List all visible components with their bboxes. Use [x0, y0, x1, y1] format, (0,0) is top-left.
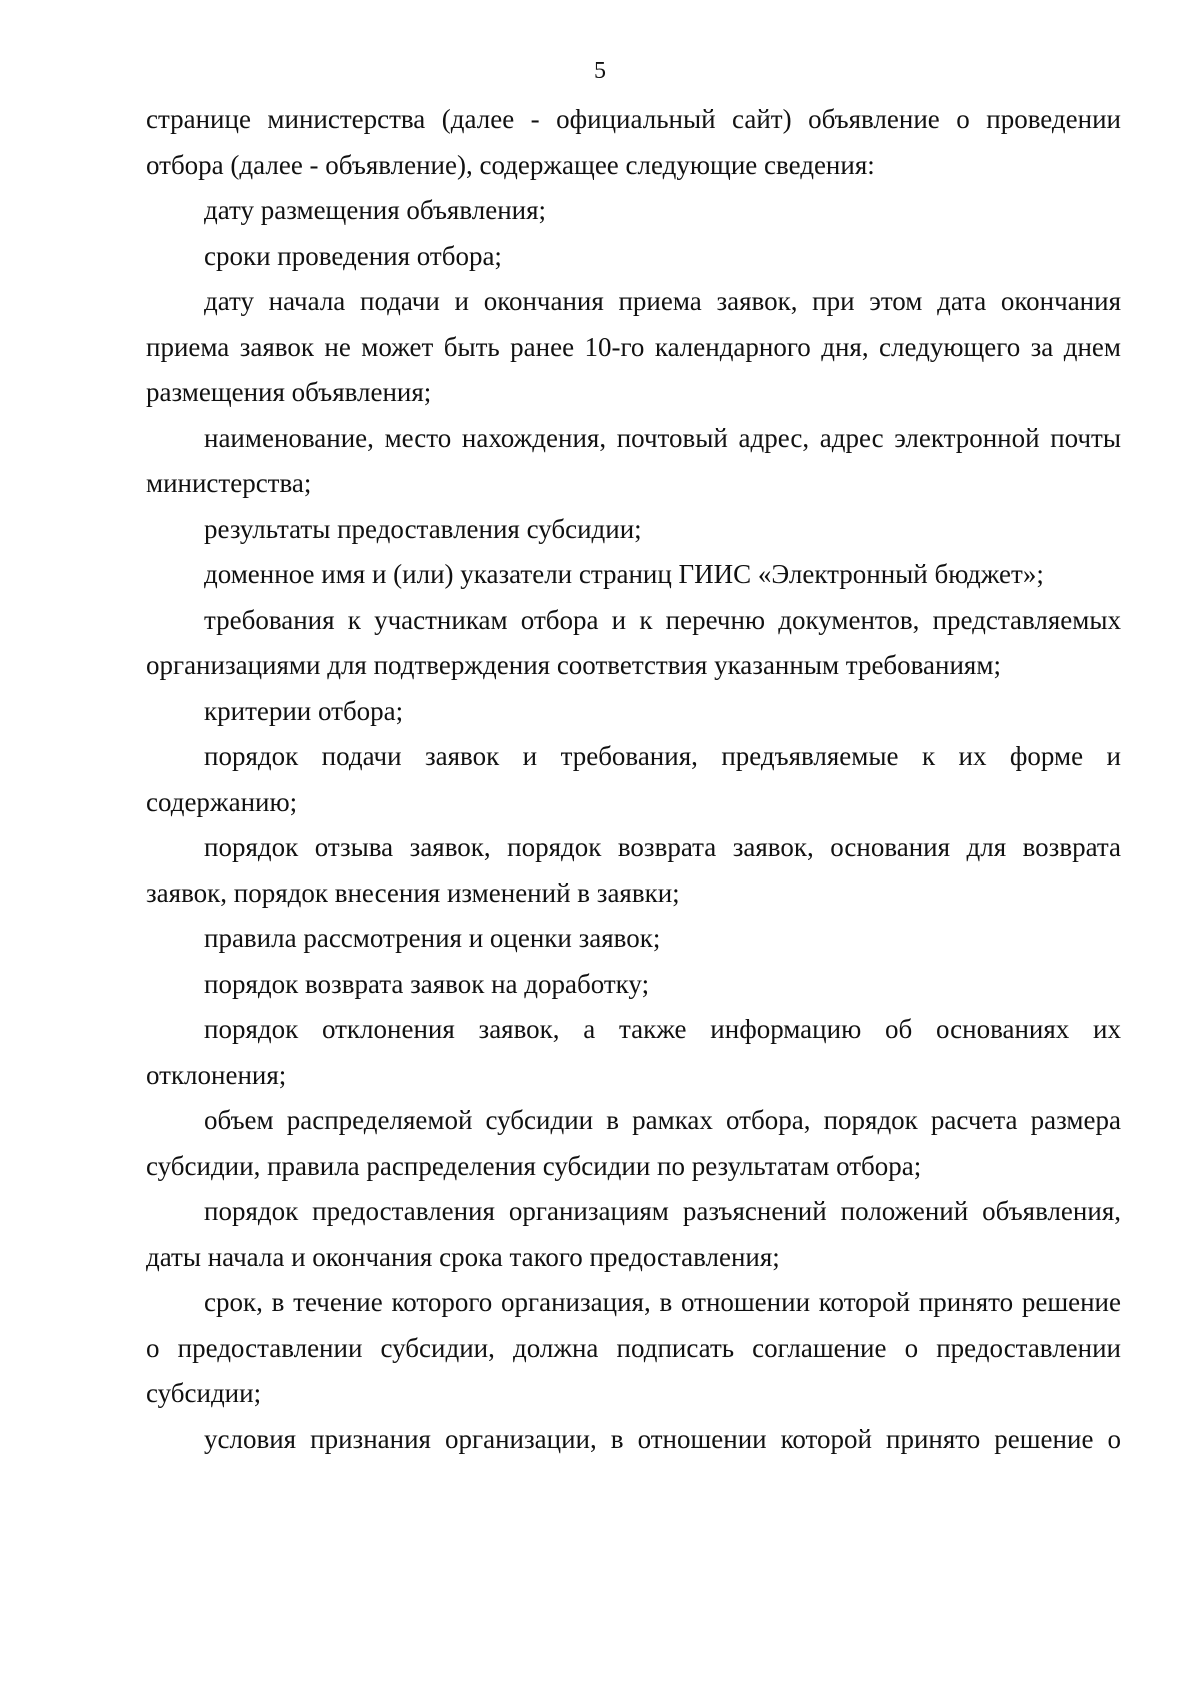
paragraph: доменное имя и (или) указатели страниц ГИИС «Электронный бюджет»; — [204, 559, 1044, 589]
paragraph: порядок подачи заявок и требования, предъявляемые к их форме и содержанию; — [146, 741, 1121, 817]
paragraph: порядок отзыва заявок, порядок возврата заявок, основания для возврата заявок, порядок внесения изменений в заявки; — [146, 832, 1121, 908]
paragraph: требования к участникам отбора и к перечню документов, представляемых организациями для подтверждения соответствия указанным требованиям; — [146, 604, 1121, 680]
paragraph: наименование, место нахождения, почтовый адрес, адрес электронной почты министерства; — [146, 422, 1121, 498]
paragraph: дату начала подачи и окончания приема заявок, при этом дата окончания приема заявок не может быть ранее 10-го календарного дня, следующего за днем размещения объявления; — [146, 286, 1121, 407]
paragraph: результаты предоставления субсидии; — [204, 513, 642, 544]
paragraph: порядок отклонения заявок, а также информацию об основаниях их отклонения; — [146, 1014, 1121, 1090]
paragraph: объем распределяемой субсидии в рамках отбора, порядок расчета размера субсидии, правила распределения субсидии по результатам отбора; — [146, 1105, 1121, 1181]
paragraph: порядок возврата заявок на доработку; — [204, 968, 650, 999]
paragraph: критерии отбора; — [204, 695, 404, 726]
paragraph: порядок предоставления организациям разъяснений положений объявления, даты начала и окончания срока такого предоставления; — [146, 1196, 1121, 1272]
paragraph: сроки проведения отбора; — [204, 240, 502, 271]
paragraph: условия признания организации, в отношении которой принято решение о — [204, 1423, 1121, 1454]
paragraph: странице министерства (далее - официальный сайт) объявление о проведении отбора (далее - объявление), содержащее следующие сведения: — [146, 104, 1121, 180]
page-number: 5 — [594, 58, 606, 84]
paragraph: правила рассмотрения и оценки заявок; — [204, 923, 661, 953]
paragraph: срок, в течение которого организация, в отношении которой принято решение о предоставлении субсидии, должна подписать соглашение о предоставлении субсидии; — [146, 1287, 1121, 1408]
document-body — [146, 97, 1121, 1462]
paragraph: дату размещения объявления; — [204, 195, 547, 225]
